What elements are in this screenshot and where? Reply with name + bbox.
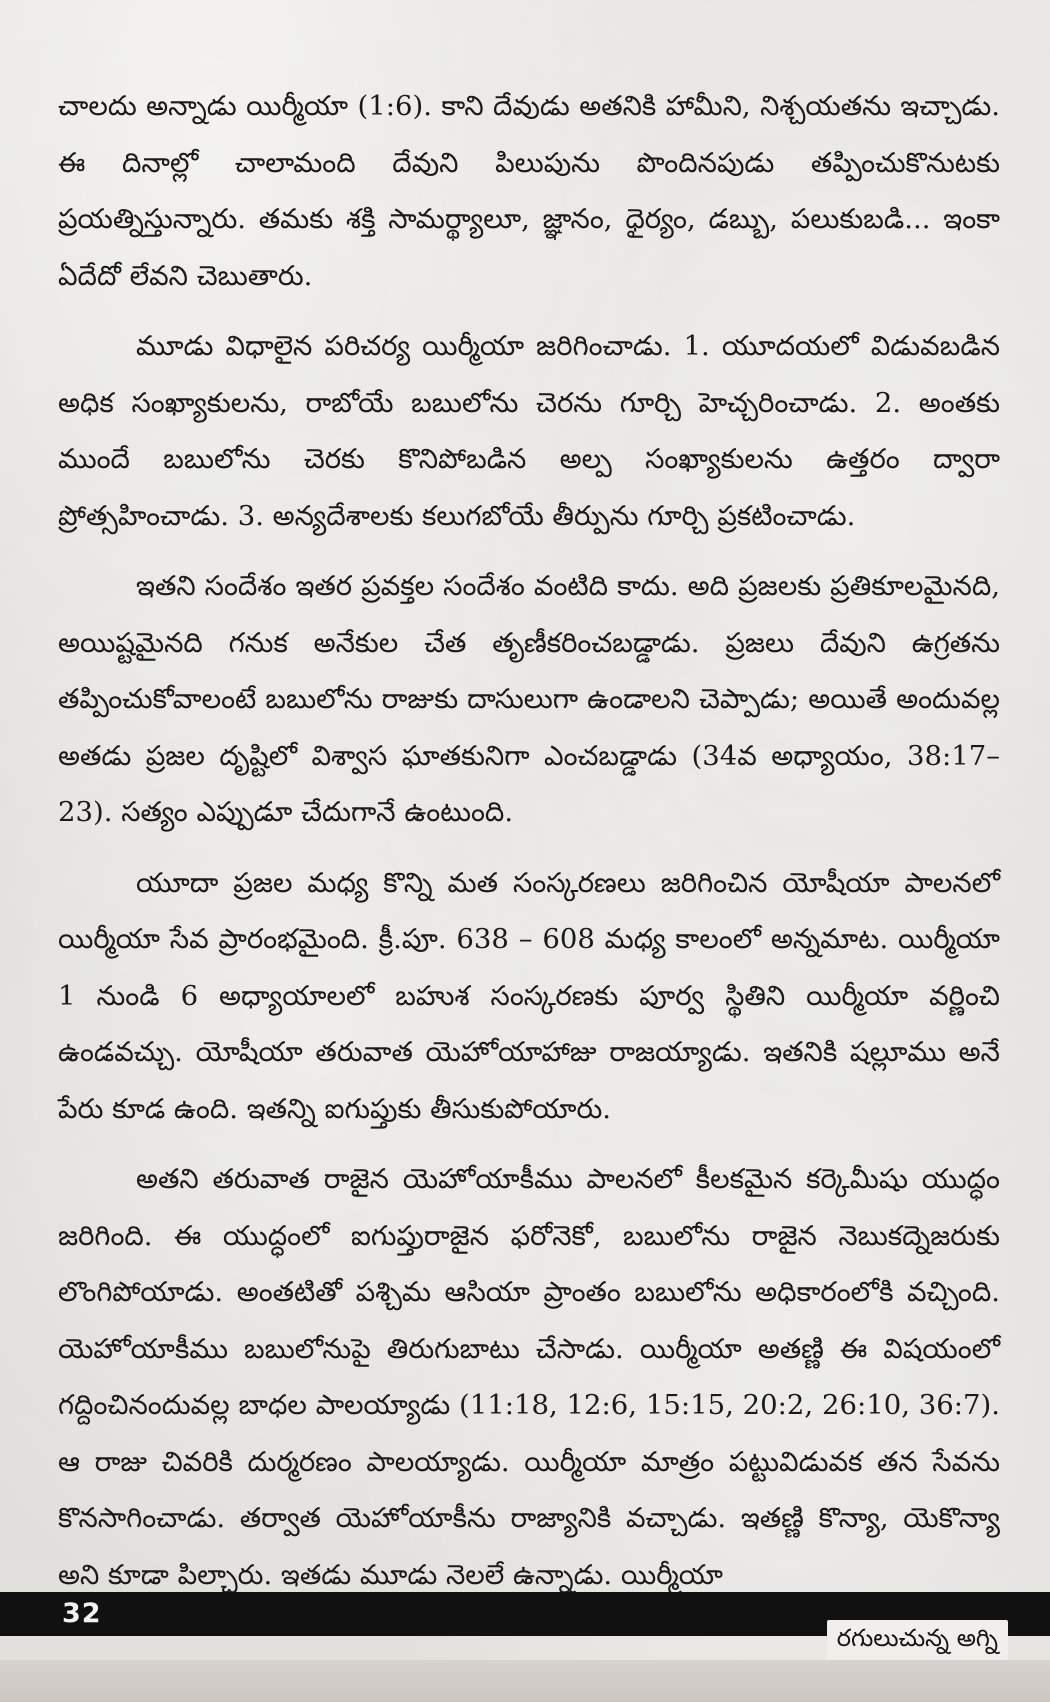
page-bottom-edge [0,1660,1050,1702]
page-number: 32 [62,1598,102,1629]
page-body [58,78,1000,1617]
running-title: రగులుచున్న అగ్ని [827,1620,1008,1662]
paragraph-3: ఇతని సందేశం ఇతర ప్రవక్తల సందేశం వంటిది కాదు. అది ప్రజలకు ప్రతికూలమైనది, అయిష్టమైనది గనుక అనేకుల చేత తృణీకరించబడ్డాడు. ప్రజలు దేవుని ఉగ్రతను తప్పించుకోవాలంటే బబులోను రాజుకు దాసులుగా ఉండాలని చెప్పాడు; అయితే అందువల్ల అతడు ప్రజల దృష్టిలో విశ్వాస ఘాతకునిగా ఎంచబడ్డాడు (34వ అధ్యాయం, 38:17–23). సత్యం ఎప్పుడూ చేదుగానే ఉంటుంది. [58,570,1000,828]
paragraph-5: అతని తరువాత రాజైన యెహోయాకీము పాలనలో కీలకమైన కర్కెమీషు యుద్ధం జరిగింది. ఈ యుద్ధంలో ఐగుప్తురాజైన ఫరోనెకో, బబులోను రాజైన నెబుకద్నెజరుకు లొంగిపోయాడు. అంతటితో పశ్చిమ ఆసియా ప్రాంతం బబులోను అధికారంలోకి వచ్చింది. యెహోయాకీము బబులోనుపై తిరుగుబాటు చేసాడు. యిర్మీయా అతణ్ణి ఈ విషయంలో గద్దించినందువల్ల బాధల పాలయ్యాడు (11:18, 12:6, 15:15, 20:2, 26:10, 36:7). ఆ రాజు చివరికి దుర్మరణం పాలయ్యాడు. యిర్మీయా మాత్రం పట్టువిడువక తన సేవను కొనసాగించాడు. తర్వాత యెహోయాకీను రాజ్యానికి వచ్చాడు. ఇతణ్ణి కొన్యా, యెకొన్యా అని కూడా పిల్చారు. ఇతడు మూడు నెలలే ఉన్నాడు. యిర్మీయా [58,1163,1000,1591]
paragraph-4: యూదా ప్రజల మధ్య కొన్ని మత సంస్కరణలు జరిగించిన యోషీయా పాలనలో యిర్మీయా సేవ ప్రారంభమైంది. క్రీ.పూ. 638 – 608 మధ్య కాలంలో అన్నమాట. యిర్మీయా 1 నుండి 6 అధ్యాయాలలో బహుశ సంస్కరణకు పూర్వ స్థితిని యిర్మీయా వర్ణించి ఉండవచ్చు. యోషీయా తరువాత యెహోయాహాజు రాజయ్యాడు. ఇతనికి షల్లూము అనే పేరు కూడ ఉంది. ఇతన్ని ఐగుప్తుకు తీసుకుపోయారు. [58,866,1000,1125]
paragraph-2: మూడు విధాలైన పరిచర్య యిర్మీయా జరిగించాడు. 1. యూదయలో విడువబడిన అధిక సంఖ్యాకులను, రాబోయే బబులోను చెరను గూర్చి హెచ్చరించాడు. 2. అంతకు ముందే బబులోను చెరకు కొనిపోబడిన అల్ప సంఖ్యాకులను ఉత్తరం ద్వారా ప్రోత్సహించాడు. 3. అన్యదేశాలకు కలుగబోయే తీర్పును గూర్చి ప్రకటించాడు. [58,330,1000,532]
paragraph-1: చాలదు అన్నాడు యిర్మీయా (1:6). కాని దేవుడు అతనికి హామీని, నిశ్చయతను ఇచ్చాడు. ఈ దినాల్లో చాలామంది దేవుని పిలుపును పొందినపుడు తప్పించుకొనుటకు ప్రయత్నిస్తున్నారు. తమకు శక్తి సామర్థ్యాలూ, జ్ఞానం, ధైర్యం, డబ్బు, పలుకుబడి... ఇంకా ఏదేదో లేవని చెబుతారు. [58,90,1000,292]
